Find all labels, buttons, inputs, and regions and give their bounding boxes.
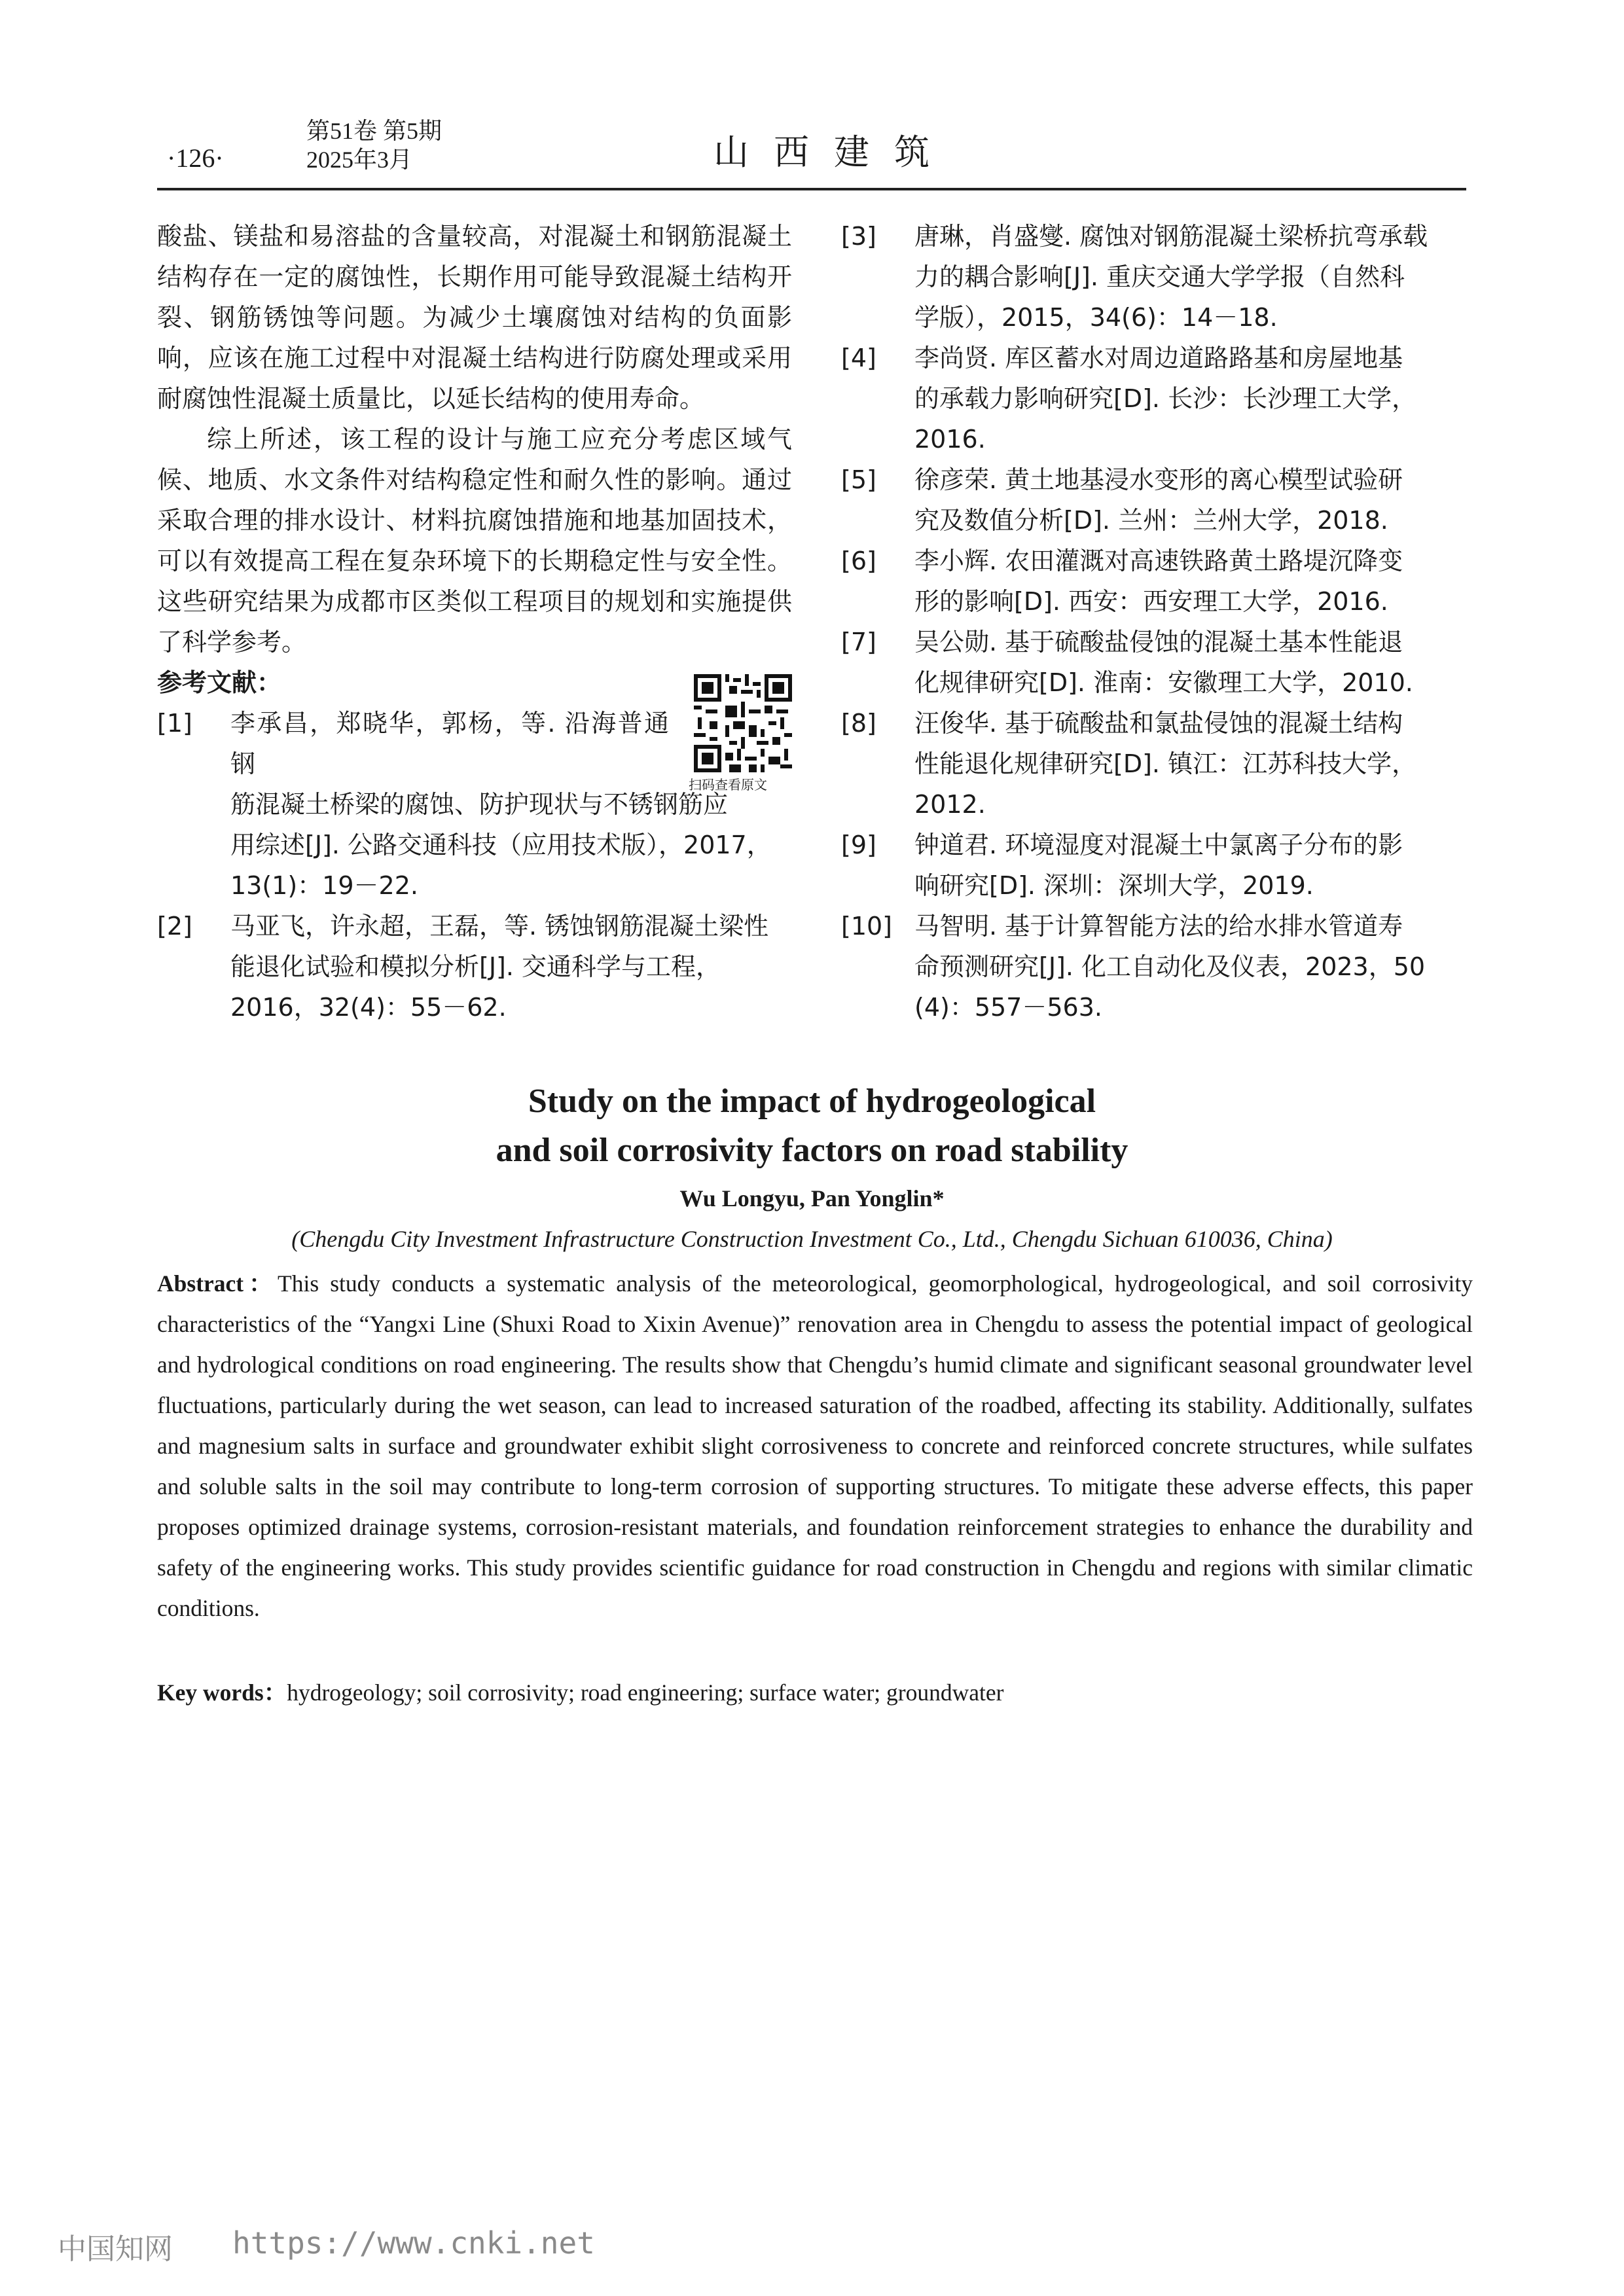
reference-number: [3] bbox=[841, 222, 876, 251]
reference-line: 形的影响[D]. 西安：西安理工大学，2016. bbox=[914, 587, 1388, 616]
reference-5 bbox=[841, 459, 1473, 541]
volume-issue: 第51卷 第5期 bbox=[306, 118, 442, 144]
issue-info bbox=[306, 117, 442, 174]
reference-line: 能退化试验和模拟分析[J]. 交通科学与工程， bbox=[230, 952, 721, 981]
reference-line: 李小辉. 农田灌溉对高速铁路黄土路堤沉降变 bbox=[914, 547, 1403, 575]
left-column bbox=[157, 216, 792, 1028]
reference-number: [2] bbox=[157, 912, 192, 941]
reference-line: 命预测研究[J]. 化工自动化及仪表，2023，50 bbox=[914, 952, 1426, 981]
reference-line: 李尚贤. 库区蓄水对周边道路路基和房屋地基 bbox=[914, 344, 1403, 372]
reference-line: 马智明. 基于计算智能方法的给水排水管道寿 bbox=[914, 912, 1403, 941]
reference-line: 汪俊华. 基于硫酸盐和氯盐侵蚀的混凝土结构 bbox=[914, 709, 1403, 738]
abstract-label: Abstract： bbox=[157, 1270, 278, 1297]
reference-2 bbox=[157, 906, 793, 1028]
reference-6 bbox=[841, 541, 1473, 622]
english-keywords bbox=[157, 1672, 1473, 1713]
qr-caption: 扫码查看原文 bbox=[689, 777, 767, 793]
body-paragraph-1: 酸盐、镁盐和易溶盐的含量较高，对混凝土和钢筋混凝土结构存在一定的腐蚀性，长期作用可能导致混凝土结构开裂、钢筋锈蚀等问题。为减少土壤腐蚀对结构的负面影响，应该在施工过程中对混凝土结构进行防腐处理或采用耐腐蚀性混凝土质量比，以延长结构的使用寿命。 bbox=[157, 222, 792, 413]
reference-1 bbox=[157, 703, 669, 784]
reference-number: [9] bbox=[841, 831, 876, 859]
reference-3 bbox=[841, 216, 1473, 338]
reference-line: 的承载力影响研究[D]. 长沙：长沙理工大学， bbox=[914, 384, 1417, 413]
header-rule bbox=[157, 188, 1466, 190]
keywords-label: Key words： bbox=[157, 1679, 287, 1706]
cnki-watermark: 中国知网 bbox=[58, 2233, 173, 2266]
reference-line: 力的耦合影响[J]. 重庆交通大学学报（自然科 bbox=[914, 262, 1405, 291]
qr-code-icon[interactable] bbox=[694, 674, 792, 772]
reference-line: 究及数值分析[D]. 兰州：兰州大学，2018. bbox=[914, 506, 1388, 535]
reference-line: 吴公勋. 基于硫酸盐侵蚀的混凝土基本性能退 bbox=[914, 628, 1403, 656]
cnki-url[interactable]: https://www.cnki.net bbox=[232, 2225, 595, 2261]
reference-9 bbox=[841, 825, 1473, 906]
reference-line: 钟道君. 环境湿度对混凝土中氯离子分布的影 bbox=[914, 831, 1403, 859]
english-title-line-1: Study on the impact of hydrogeological bbox=[528, 1083, 1096, 1120]
references-heading: 参考文献： bbox=[157, 668, 282, 697]
reference-number: [10] bbox=[841, 912, 893, 941]
reference-line: 筋混凝土桥梁的腐蚀、防护现状与不锈钢筋应 bbox=[230, 790, 729, 819]
reference-line: 2016，32(4)：55－62. bbox=[230, 993, 507, 1022]
english-title-line-2: and soil corrosivity factors on road stability bbox=[496, 1132, 1128, 1169]
english-authors: Wu Longyu, Pan Yonglin* bbox=[679, 1185, 945, 1211]
reference-1-cont bbox=[157, 784, 793, 906]
right-column bbox=[841, 216, 1473, 1028]
reference-line: 李承昌，郑晓华，郭杨，等. 沿海普通钢 bbox=[230, 709, 669, 778]
reference-8 bbox=[841, 703, 1473, 825]
reference-line: 响研究[D]. 深圳：深圳大学，2019. bbox=[914, 871, 1314, 900]
journal-name: 山西建筑 bbox=[713, 132, 954, 173]
reference-7 bbox=[841, 622, 1473, 703]
reference-line: 性能退化规律研究[D]. 镇江：江苏科技大学， bbox=[914, 749, 1417, 778]
reference-4 bbox=[841, 338, 1473, 459]
page-number: ·126· bbox=[167, 143, 224, 173]
reference-line: 学版），2015，34(6)：14－18. bbox=[914, 303, 1278, 332]
english-abstract bbox=[157, 1263, 1473, 1628]
reference-line: 2016. bbox=[914, 425, 986, 454]
keywords-text: hydrogeology; soil corrosivity; road engineering; surface water; groundwater bbox=[287, 1679, 1004, 1706]
issue-date: 2025年3月 bbox=[306, 147, 413, 173]
reference-line: 化规律研究[D]. 淮南：安徽理工大学，2010. bbox=[914, 668, 1413, 697]
reference-number: [5] bbox=[841, 465, 876, 494]
reference-number: [6] bbox=[841, 547, 876, 575]
reference-line: 13(1)：19－22. bbox=[230, 871, 418, 900]
reference-line: 马亚飞，许永超，王磊，等. 锈蚀钢筋混凝土梁性 bbox=[230, 912, 769, 941]
reference-line: 徐彦荣. 黄土地基浸水变形的离心模型试验研 bbox=[914, 465, 1403, 494]
reference-line: 2012. bbox=[914, 790, 986, 819]
english-affiliation: (Chengdu City Investment Infrastructure Construction Investment Co., Ltd., Chengdu Sichuan 610036, China) bbox=[291, 1226, 1333, 1252]
reference-number: [8] bbox=[841, 709, 876, 738]
reference-line: (4)：557－563. bbox=[914, 993, 1102, 1022]
abstract-text: This study conducts a systematic analysis of the meteorological, geomorphological, hydrogeological, and soil corrosivity characteristics of the “Yangxi Line (Shuxi Road to Xixin Avenue)” renovation area in Chengdu to assess the potential impact of geological and hydrological conditions on road engineering. The results show that Chengdu’s humid climate and significant seasonal groundwater level fluctuations, particularly during the wet season, can lead to increased saturation of the roadbed, affecting its stability. Additionally, sulfates and magnesium salts in surface and groundwater exhibit slight corrosiveness to concrete and reinforced concrete structures, while sulfates and soluble salts in the soil may contribute to long-term corrosion of supporting structures. To mitigate these adverse effects, this paper proposes optimized drainage systems, corrosion-resistant materials, and foundation reinforcement strategies to enhance the durability and safety of the engineering works. This study provides scientific guidance for road construction in Chengdu and regions with similar climatic conditions. bbox=[157, 1270, 1473, 1621]
reference-10 bbox=[841, 906, 1473, 1028]
reference-number: [7] bbox=[841, 628, 876, 656]
reference-line: 唐琳，肖盛燮. 腐蚀对钢筋混凝土梁桥抗弯承载 bbox=[914, 222, 1428, 251]
body-paragraph-2: 综上所述，该工程的设计与施工应充分考虑区域气候、地质、水文条件对结构稳定性和耐久性的影响。通过采取合理的排水设计、材料抗腐蚀措施和地基加固技术，可以有效提高工程在复杂环境下的长期稳定性与安全性。这些研究结果为成都市区类似工程项目的规划和实施提供了科学参考。 bbox=[157, 425, 792, 656]
reference-number: [1] bbox=[157, 709, 192, 738]
reference-line: 用综述[J]. 公路交通科技（应用技术版），2017， bbox=[230, 831, 772, 859]
reference-number: [4] bbox=[841, 344, 876, 372]
